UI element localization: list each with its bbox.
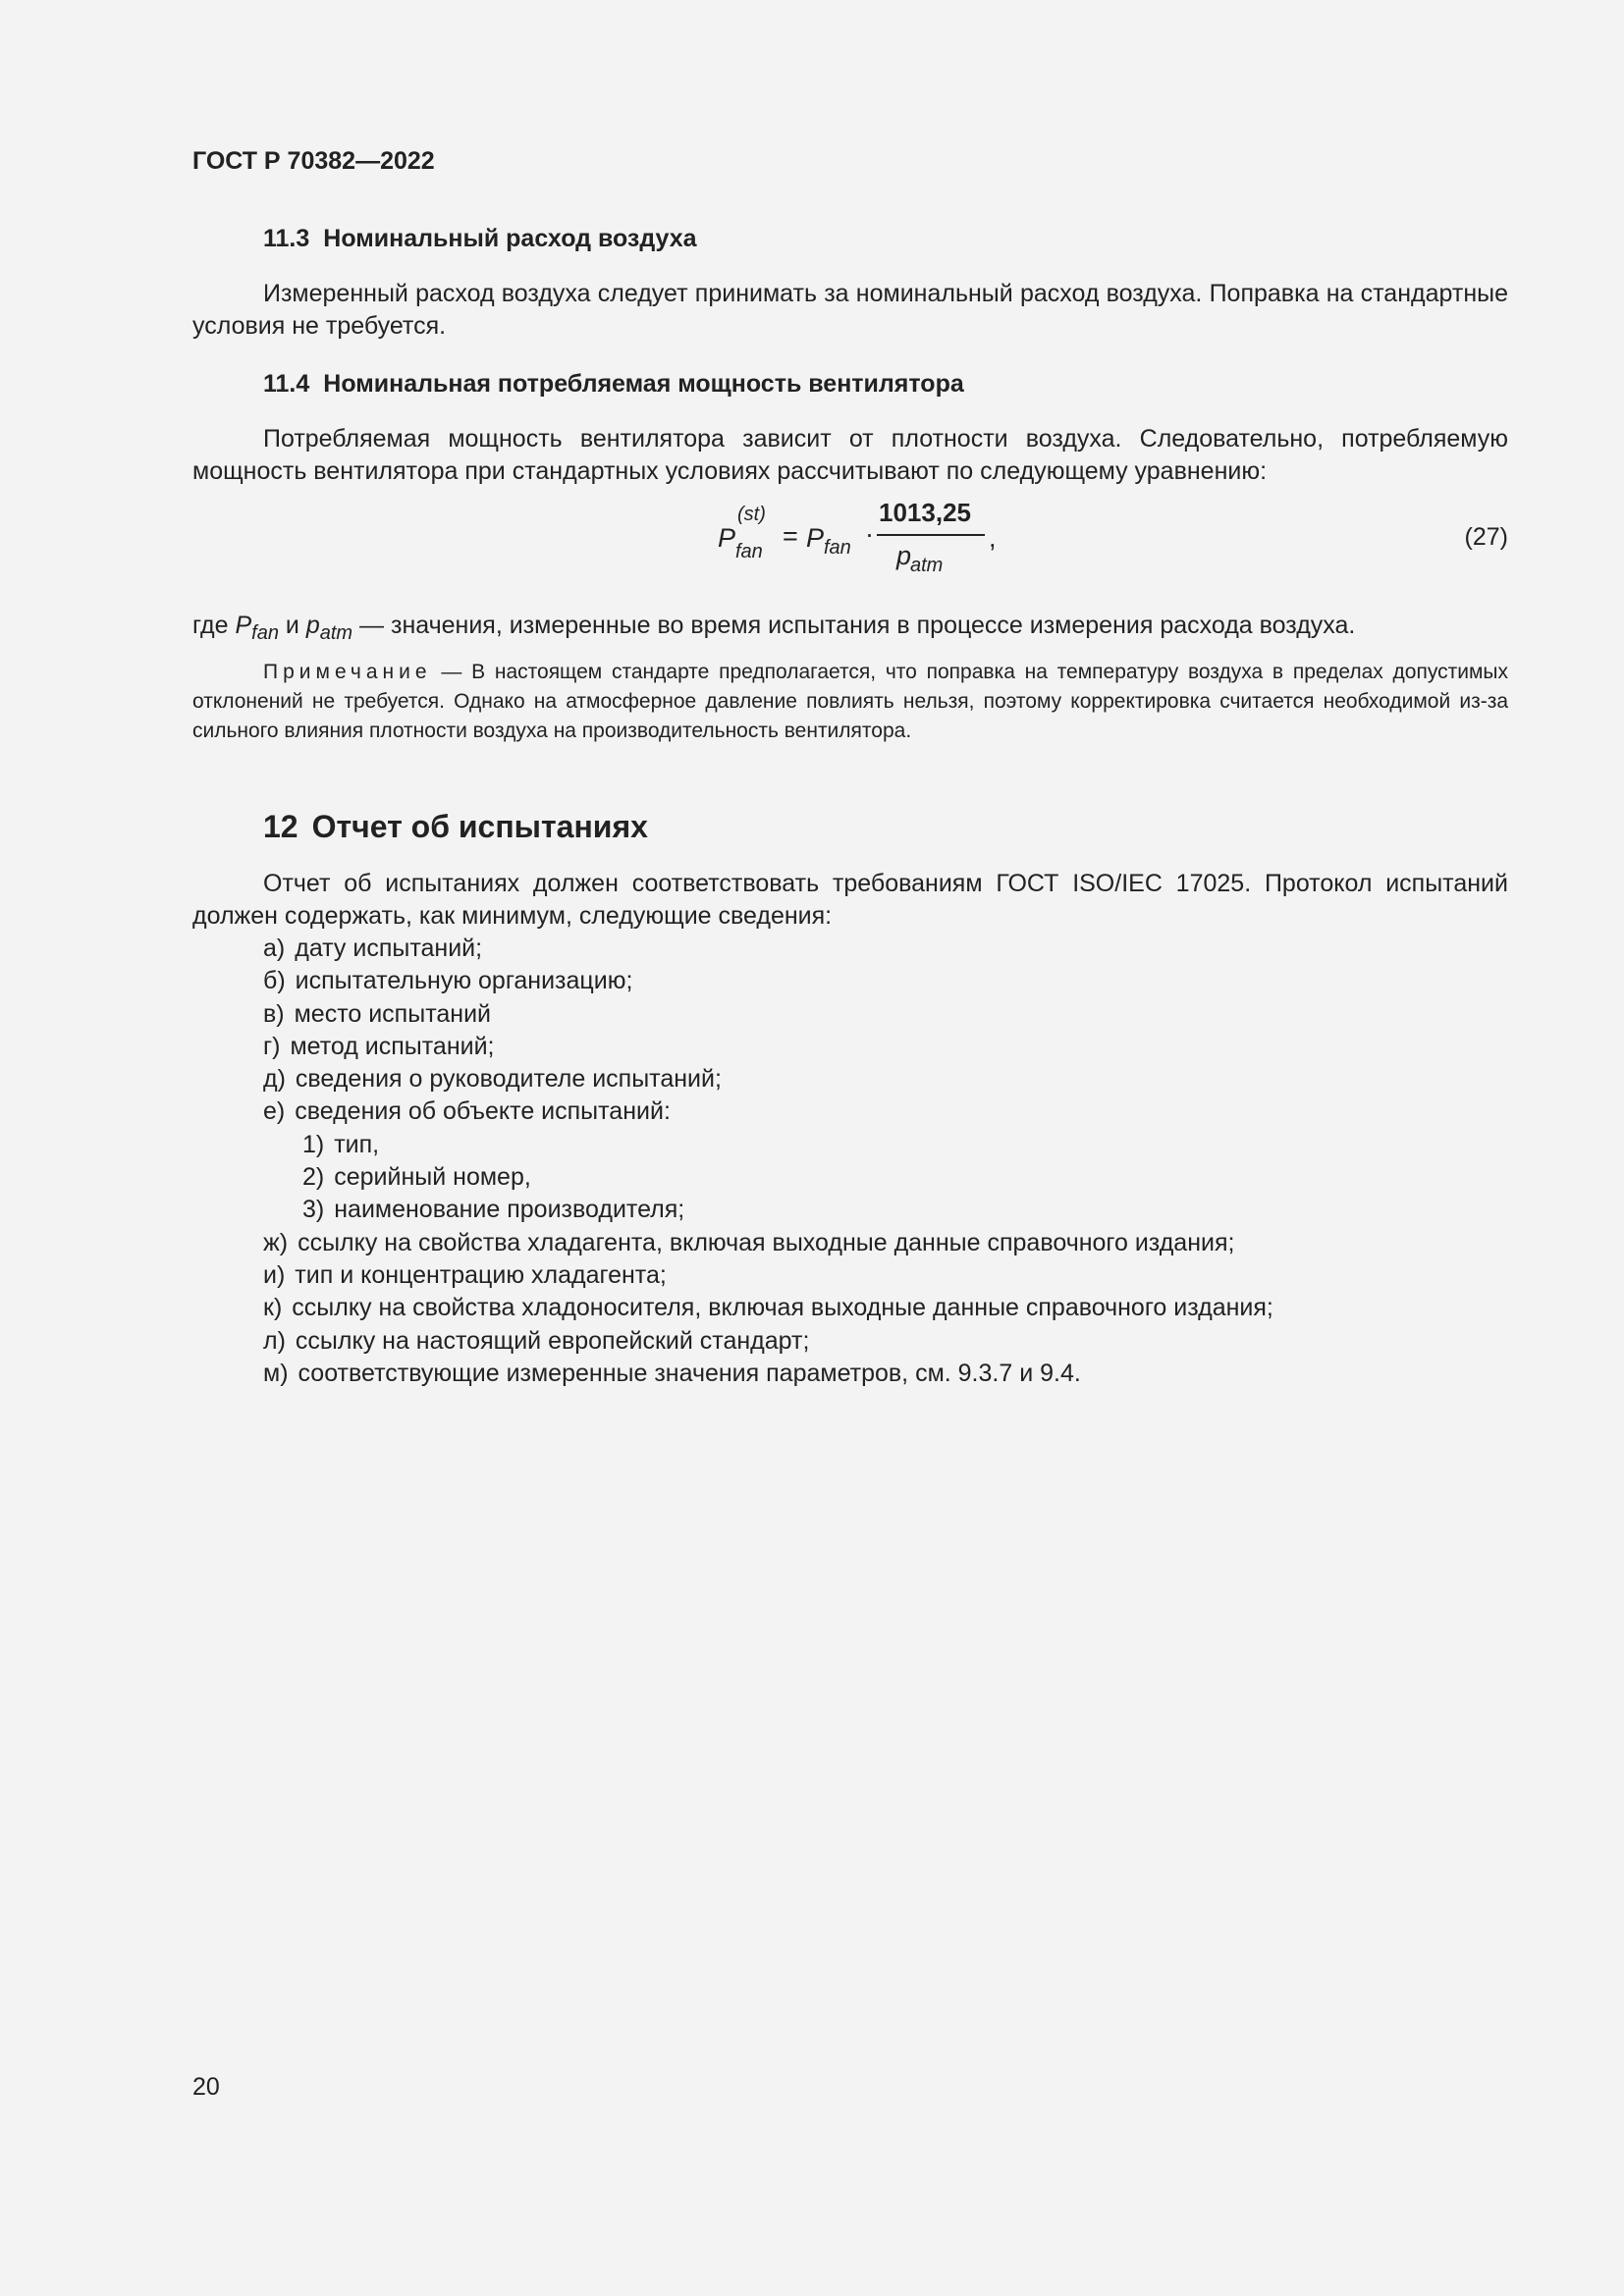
list-item: к) ссылку на свойства хладоносителя, включая выходные данные справочного издания; — [263, 1294, 1273, 1322]
list-subitem: 1) тип, — [302, 1130, 380, 1158]
formula-subscript: atm — [910, 555, 944, 576]
section-11-3-heading — [192, 221, 1508, 256]
report-contents-list — [192, 933, 1508, 1390]
section-title: Отчет об испытаниях — [311, 809, 648, 844]
list-subitem: 3) наименование производителя; — [302, 1196, 685, 1224]
note — [192, 658, 1508, 746]
section-number: 11.3 — [263, 225, 310, 252]
list-item: м) соответствующие измеренные значения параметров, см. 9.3.7 и 9.4. — [263, 1359, 1081, 1387]
list-item: ж) ссылку на свойства хладагента, включая выходные данные справочного издания; — [263, 1228, 1235, 1256]
fraction-bar — [877, 534, 985, 536]
formula-subscript: fan — [735, 541, 763, 562]
section-11-3-text: Измеренный расход воздуха следует принимать за номинальный расход воздуха. Поправка на стандартные условия не требуется. — [192, 280, 1508, 340]
section-title: Номинальный расход воздуха — [323, 225, 697, 252]
document-header: ГОСТ Р 70382—2022 — [192, 147, 435, 175]
formula-symbol-p: P — [718, 523, 736, 553]
formula-equals: = — [783, 521, 798, 551]
formula-explanation: где $P_{fan}$ и $p_{atm}$ — значения, измеренные во время испытания в процессе измерения расхода воздуха. — [192, 612, 1356, 644]
note-label: Примечание — [263, 661, 432, 683]
section-11-4-heading — [192, 366, 1508, 401]
list-item: б) испытательную организацию; — [263, 967, 633, 995]
section-12-heading — [192, 805, 1508, 848]
formula-comma: , — [989, 523, 997, 553]
section-11-4-text: Потребляемая мощность вентилятора зависит от плотности воздуха. Следовательно, потребляемую мощность вентилятора при стандартных условиях рассчитывают по следующему уравнению: — [192, 425, 1508, 485]
list-item: а) дату испытаний; — [263, 934, 483, 962]
section-number: 11.4 — [263, 370, 310, 398]
list-item: д) сведения о руководителе испытаний; — [263, 1065, 722, 1094]
page-content — [192, 221, 1508, 1390]
section-title: Номинальная потребляемая мощность вентилятора — [323, 370, 964, 398]
list-item: г) метод испытаний; — [263, 1032, 495, 1060]
section-number: 12 — [263, 809, 298, 844]
formula-symbol-p: P — [806, 523, 825, 553]
formula-superscript: (st) — [737, 504, 766, 525]
page-number: 20 — [192, 2073, 220, 2101]
list-subitem: 2) серийный номер, — [302, 1163, 531, 1192]
formula-multiply: · — [865, 519, 874, 549]
formula-row — [192, 498, 1508, 592]
list-item: л) ссылку на настоящий европейский стандарт; — [263, 1326, 810, 1355]
formula-subscript: fan — [824, 537, 851, 559]
equation-number: (27) — [1464, 523, 1508, 551]
note-text: — В настоящем стандарте предполагается, что поправка на температуру воздуха в пределах допустимых отклонений не требуется. Однако на атмосферное давление повлиять нельзя, поэтому корректировка считается необходимой из-за сильного влияния плотности воздуха на производительность вентилятора. — [192, 661, 1508, 742]
section-12-text: Отчет об испытаниях должен соответствовать требованиям ГОСТ ISO/IEC 17025. Протокол испытаний должен содержать, как минимум, следующие сведения: — [192, 870, 1508, 930]
list-item: в) место испытаний — [263, 999, 491, 1028]
formula-numerator: 1013,25 — [879, 498, 971, 527]
list-item: и) тип и концентрацию хладагента; — [263, 1260, 667, 1289]
formula-denominator: p — [896, 541, 912, 570]
list-item: е) сведения об объекте испытаний: — [263, 1097, 671, 1126]
